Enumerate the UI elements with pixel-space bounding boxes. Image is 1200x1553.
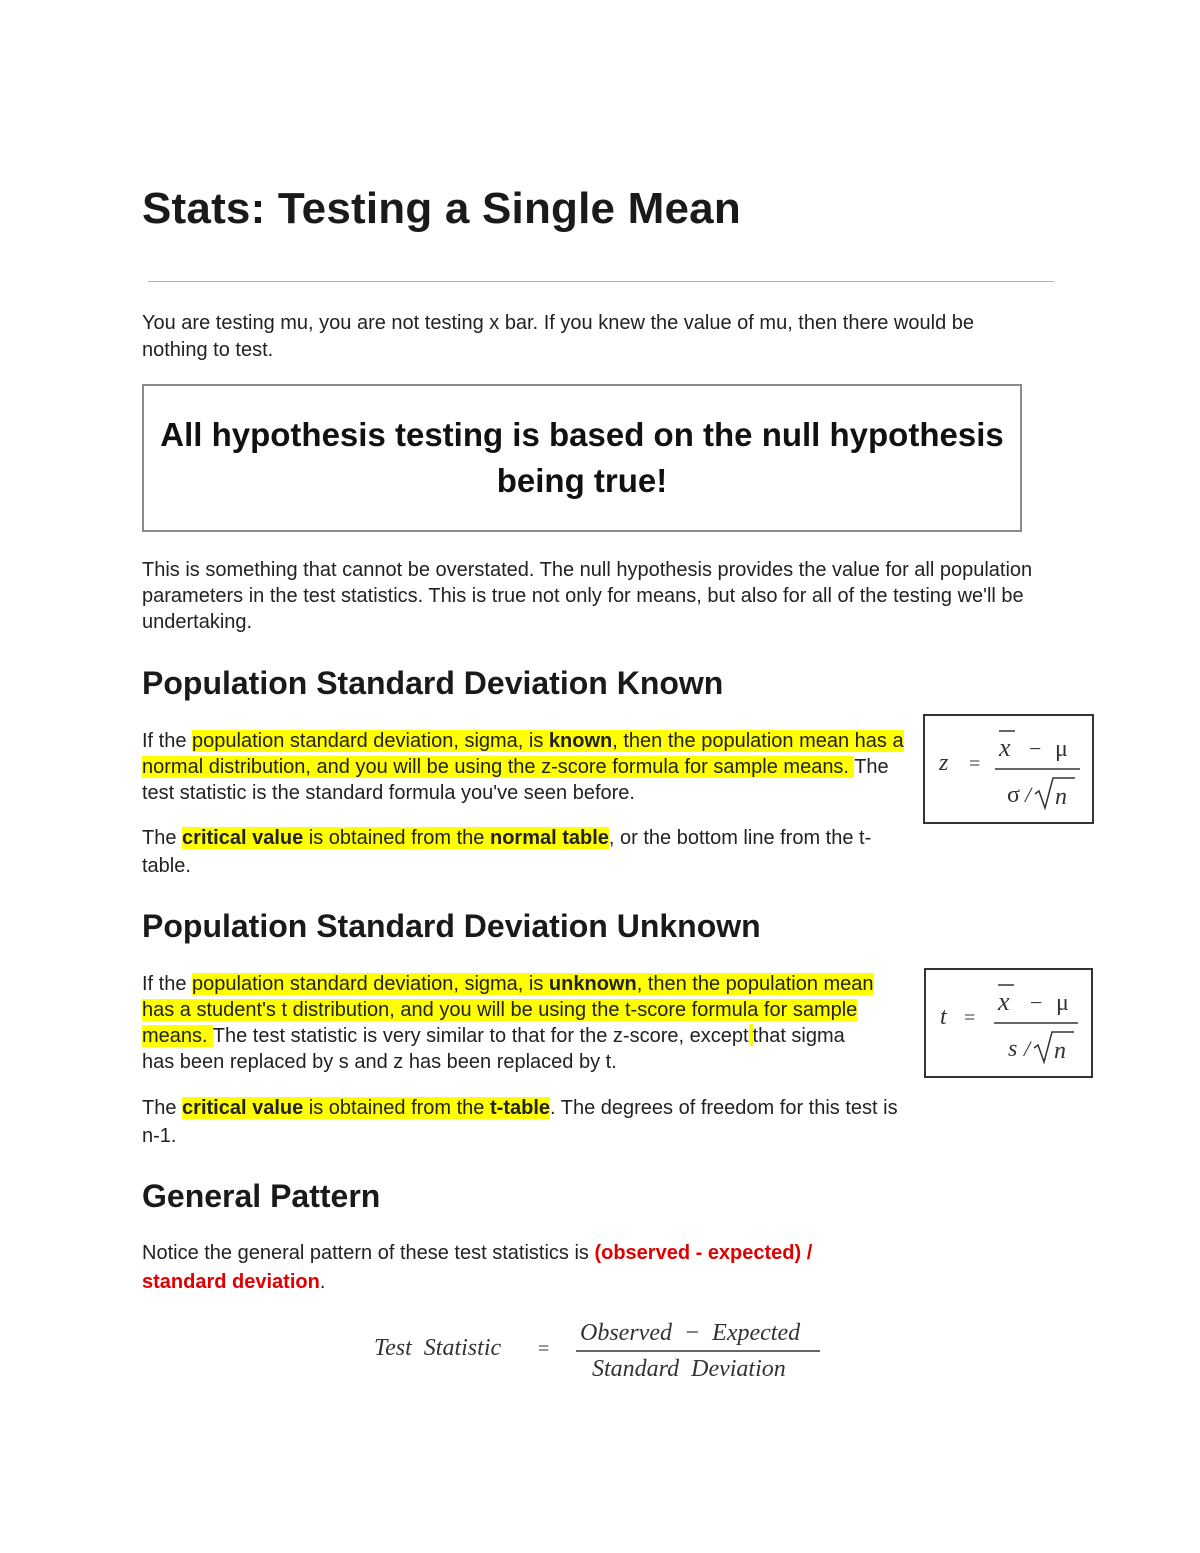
known-p2-mid: is obtained from the	[303, 827, 490, 849]
unknown-paragraph	[142, 971, 882, 1075]
t-minus: −	[1030, 990, 1043, 1015]
formula-equals: =	[538, 1338, 550, 1360]
intro-paragraph: You are testing mu, you are not testing x bar. If you knew the value of mu, then there would be nothing to test.	[142, 312, 974, 361]
unknown-highlight-1: population standard deviation, sigma, is	[192, 973, 549, 995]
z-formula	[925, 716, 1092, 822]
unknown-critical-paragraph	[142, 1094, 912, 1150]
t-n: n	[1054, 1038, 1066, 1064]
unknown-t-table-term: t-table	[490, 1097, 550, 1119]
unknown-highlight-2: , then the population mean has a student's t distribution, and you will be using the t-score formula for sample means.	[142, 973, 874, 1047]
page-title: Stats: Testing a Single Mean	[142, 184, 741, 233]
t-formula	[926, 970, 1091, 1076]
known-p2-a: The	[142, 827, 183, 849]
known-critical-term: critical value	[182, 827, 304, 849]
title-divider	[148, 281, 1054, 282]
t-symbol: t	[940, 1004, 947, 1030]
callout-box	[142, 384, 1022, 532]
t-formula-box	[924, 968, 1093, 1078]
known-highlight-2: , then the population mean has a normal distribution, and you will be using the z-score formula for sample means.	[142, 730, 904, 778]
known-paragraph	[142, 728, 912, 806]
z-symbol: z	[939, 750, 949, 776]
known-critical-paragraph	[142, 824, 892, 880]
known-term: known	[548, 730, 613, 752]
formula-denominator: Standard Deviation	[592, 1356, 786, 1382]
callout-text: All hypothesis testing is based on the null hypothesis being true!	[160, 416, 1004, 499]
z-n: n	[1055, 784, 1067, 810]
unknown-p1-a: If the	[142, 973, 193, 995]
unknown-p2-a: The	[142, 1097, 183, 1119]
z-mu: μ	[1055, 736, 1068, 762]
t-mu: μ	[1056, 990, 1069, 1016]
t-xbar: x	[998, 987, 1010, 1016]
section-heading-known: Population Standard Deviation Known	[142, 665, 724, 701]
known-p1-a: If the	[142, 730, 193, 752]
formula-numerator: Observed − Expected	[580, 1320, 801, 1346]
known-p1-b: The test statistic is the standard formula you've seen before.	[142, 756, 889, 804]
z-minus: −	[1029, 736, 1042, 761]
general-p-a: Notice the general pattern of these test statistics is	[142, 1242, 595, 1264]
z-sigma: σ	[1007, 782, 1020, 808]
test-statistic-formula	[360, 1310, 840, 1390]
z-xbar: x	[999, 733, 1011, 762]
unknown-p2-end: . The degrees of freedom for this test is n-1.	[142, 1097, 898, 1147]
t-s: s	[1008, 1036, 1018, 1062]
section-heading-unknown: Population Standard Deviation Unknown	[142, 908, 761, 944]
t-slash: /	[1024, 1036, 1031, 1061]
z-equals: =	[969, 753, 981, 775]
formula-lhs: Test Statistic	[374, 1335, 502, 1361]
section-heading-general: General Pattern	[142, 1178, 381, 1214]
unknown-p1-b: The test statistic is very similar to that for the z-score, except	[212, 1025, 749, 1047]
z-slash: /	[1025, 782, 1032, 807]
unknown-term: unknown	[548, 973, 637, 995]
general-pattern-red: (observed - expected) / standard deviation	[142, 1242, 813, 1293]
unknown-p2-mid: is obtained from the	[303, 1097, 490, 1119]
general-paragraph	[142, 1239, 902, 1297]
unknown-critical-term: critical value	[182, 1097, 304, 1119]
z-formula-box	[923, 714, 1094, 824]
t-equals: =	[964, 1007, 976, 1029]
known-highlight-1: population standard deviation, sigma, is	[192, 730, 549, 752]
unknown-p1-c: that sigma has been replaced by s and z has been replaced by t.	[142, 1025, 845, 1073]
known-p2-end: , or the bottom line from the t-table.	[142, 827, 872, 877]
general-p-end: .	[319, 1271, 326, 1293]
known-normal-table-term: normal table	[490, 827, 609, 849]
callout-explanation: This is something that cannot be overstated. The null hypothesis provides the value for all population parameters in the test statistics. This is true not only for means, but also for all of the testing we'll be undertaking.	[142, 559, 1033, 633]
